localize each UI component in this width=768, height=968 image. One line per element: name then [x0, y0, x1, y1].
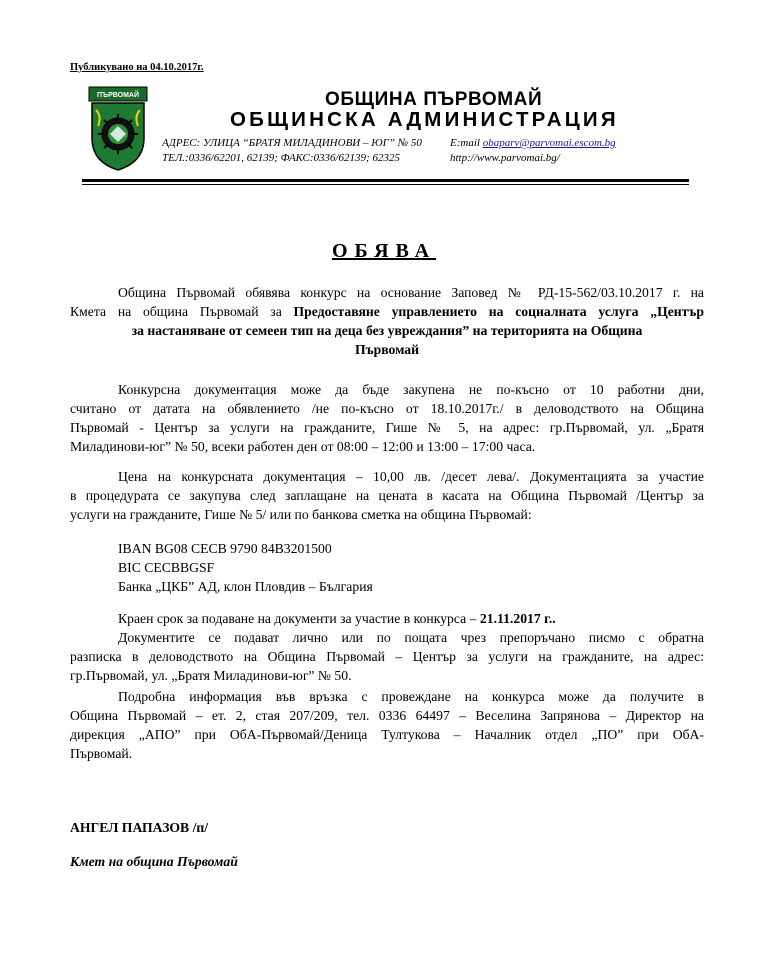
phone-line: ТЕЛ.:0336/62201, 62139; ФАКС:0336/62139; 62325	[162, 152, 400, 164]
announcement-title: ОБЯВА	[331, 240, 437, 262]
text-line: Конкурсна документация може да бъде закупена не по-късно от 10 работни дни,	[118, 382, 704, 397]
paragraph-price	[70, 467, 704, 524]
org-name: ОБЩИНА ПЪРВОМАЙ	[325, 89, 543, 110]
text-line: Първомай	[354, 342, 420, 357]
header-divider-thick	[82, 179, 689, 182]
email-line	[450, 137, 616, 149]
text-line: считано от датата на обявлението /не по-късно от 18.10.2017г./ в деловодството на Община	[70, 401, 704, 416]
paragraph-documentation	[70, 380, 704, 456]
text-line: за настаняване от семеен тип на деца без увреждания” на територията на Община	[131, 323, 643, 338]
published-date: Публикувано на 04.10.2017г.	[70, 62, 204, 73]
paragraph-contact	[70, 687, 704, 763]
text-line: в процедурата се закупува след заплащане на цената в касата на Община Първомай /Център за	[70, 488, 704, 503]
bank-iban: IBAN BG08 CECB 9790 84B3201500	[118, 541, 332, 556]
paragraph-intro	[70, 283, 704, 359]
org-administration: ОБЩИНСКА АДМИНИСТРАЦИЯ	[230, 108, 619, 131]
text-line: Документите се подават лично или по пощата чрез препоръчано писмо с обратна	[118, 630, 704, 645]
text-line: Подробна информация във връзка с провеждане на конкурса може да получите в	[118, 689, 704, 704]
text-line: услуги на гражданите, Гише № 5/ или по банкова сметка на община Първомай:	[70, 507, 532, 522]
text-line: Община Първомай обявява конкурс на основание Заповед № РД-15-562/03.10.2017 г. на	[118, 285, 704, 300]
bank-name: Банка „ЦКБ” АД, клон Пловдив – България	[118, 579, 373, 594]
text-line: Първомай - Център за услуги на гражданите, Гише № 5, на адрес: гр.Първомай, ул. „Братя	[70, 420, 704, 435]
email-label: E:mail	[450, 137, 480, 149]
text-line: Миладинови-юг” № 50, всеки работен ден от 08:00 – 12:00 и 13:00 – 17:00 часа.	[70, 439, 536, 454]
text-line: гр.Първомай, ул. „Братя Миладинови-юг” № 50.	[70, 668, 352, 683]
signer-title: Кмет на община Първомай	[70, 854, 238, 869]
text-line: разписка в деловодството на Община Първомай – Център за услуги на гражданите, на адрес:	[70, 649, 704, 664]
address-line: АДРЕС: УЛИЦА “БРАТЯ МИЛАДИНОВИ – ЮГ” № 50	[162, 137, 422, 149]
signer-name: АНГЕЛ ПАПАЗОВ /п/	[70, 820, 209, 835]
website-link[interactable]: http://www.parvomai.bg/	[450, 152, 560, 164]
municipality-crest-icon	[88, 86, 148, 172]
paragraph-deadline	[70, 609, 704, 685]
header-divider-thin	[82, 184, 689, 185]
text-line: Цена на конкурсната документация – 10,00 лв. /десет лева/. Документацията за участие	[118, 469, 704, 484]
email-link[interactable]: obaparv@parvomai.escom.bg	[482, 137, 616, 149]
crest-label: ПЪРВОМАЙ	[96, 92, 140, 99]
bank-bic: BIC CECBBGSF	[118, 560, 215, 575]
text-line: Кмета на община Първомай за Предоставяне управлението на социалната услуга „Център	[70, 304, 704, 319]
text-line: Община Първомай – ет. 2, стая 207/209, тел. 0336 64497 – Веселина Запрянова – Директор на	[70, 708, 704, 723]
text-line: Краен срок за подаване на документи за участие в конкурса – 21.11.2017 г..	[118, 611, 556, 626]
text-line: Първомай.	[70, 746, 133, 761]
text-line: дирекция „АПО” при ОбА-Първомай/Деница Тултукова – Началник отдел „ПО” при ОбА-	[70, 727, 704, 742]
